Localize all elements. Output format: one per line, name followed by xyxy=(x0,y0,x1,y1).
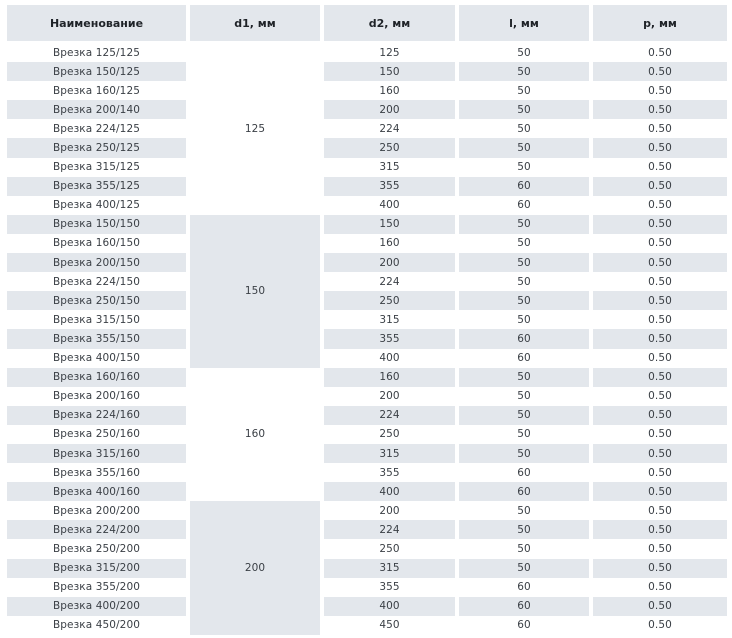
cell-p: 0.50 xyxy=(648,84,672,97)
cell-l: 60 xyxy=(459,482,589,501)
cell-l: 50 xyxy=(517,237,531,250)
cell-name: Врезка 224/125 xyxy=(52,122,141,135)
header-d1: d1, мм xyxy=(190,5,320,43)
cell-d2: 224 xyxy=(379,122,400,135)
cell-name: Врезка 315/125 xyxy=(52,161,141,174)
cell-l: 50 xyxy=(459,559,589,578)
cell-d2: 315 xyxy=(324,559,455,578)
table-row xyxy=(7,138,727,157)
cell-p: 0.50 xyxy=(593,329,727,348)
cell-l: 50 xyxy=(517,504,531,517)
cell-p: 0.50 xyxy=(648,122,672,135)
cell-p: 0.50 xyxy=(648,428,672,441)
cell-d2: 200 xyxy=(324,253,455,272)
cell-name: Врезка 250/160 xyxy=(52,428,141,441)
cell-d2: 250 xyxy=(324,291,455,310)
table-row xyxy=(7,329,727,348)
cell-p: 0.50 xyxy=(593,291,727,310)
cell-name: Врезка 355/125 xyxy=(7,177,186,196)
header-d2: d2, мм xyxy=(324,5,455,43)
cell-name: Врезка 315/150 xyxy=(52,313,141,326)
cell-d2: 400 xyxy=(324,482,455,501)
cell-l: 50 xyxy=(459,62,589,81)
table-row xyxy=(7,43,727,62)
cell-p: 0.50 xyxy=(593,253,727,272)
cell-l: 50 xyxy=(517,390,531,403)
cell-p: 0.50 xyxy=(593,62,727,81)
cell-d2: 224 xyxy=(379,275,400,288)
cell-l: 50 xyxy=(459,368,589,387)
cell-d2: 400 xyxy=(324,597,455,616)
table-row xyxy=(7,406,727,425)
cell-d2: 150 xyxy=(324,215,455,234)
cell-l: 60 xyxy=(459,329,589,348)
table-row xyxy=(7,578,727,597)
table-header-row xyxy=(7,5,727,43)
cell-p: 0.50 xyxy=(593,520,727,539)
header-l: l, мм xyxy=(459,5,589,43)
table-row xyxy=(7,253,727,272)
cell-d1: 150 xyxy=(190,215,320,368)
cell-name: Врезка 355/150 xyxy=(7,329,186,348)
cell-d2: 355 xyxy=(379,466,400,479)
table-row xyxy=(7,368,727,387)
cell-l: 60 xyxy=(517,199,531,212)
cell-p: 0.50 xyxy=(648,581,672,594)
table-row xyxy=(7,310,727,329)
table-body xyxy=(7,43,727,635)
cell-p: 0.50 xyxy=(593,444,727,463)
table-row xyxy=(7,425,727,444)
cell-l: 50 xyxy=(517,428,531,441)
cell-p: 0.50 xyxy=(593,597,727,616)
cell-d2: 355 xyxy=(324,329,455,348)
table-row xyxy=(7,444,727,463)
cell-name: Врезка 400/150 xyxy=(52,352,141,365)
cell-l: 60 xyxy=(517,352,531,365)
cell-p: 0.50 xyxy=(593,177,727,196)
cell-d2: 160 xyxy=(379,237,400,250)
cell-l: 50 xyxy=(459,253,589,272)
cell-name: Врезка 250/125 xyxy=(7,138,186,157)
header-name: Наименование xyxy=(7,5,186,43)
cell-p: 0.50 xyxy=(648,275,672,288)
table-row xyxy=(7,291,727,310)
cell-l: 50 xyxy=(517,275,531,288)
cell-d2: 150 xyxy=(324,62,455,81)
table-row xyxy=(7,272,727,291)
cell-d2: 224 xyxy=(324,406,455,425)
cell-name: Врезка 315/200 xyxy=(7,559,186,578)
cell-name: Врезка 150/150 xyxy=(7,215,186,234)
cell-p: 0.50 xyxy=(648,237,672,250)
cell-name: Врезка 355/200 xyxy=(52,581,141,594)
cell-p: 0.50 xyxy=(648,504,672,517)
table-row xyxy=(7,501,727,520)
cell-p: 0.50 xyxy=(648,199,672,212)
cell-d1: 160 xyxy=(190,368,320,502)
cell-d2: 450 xyxy=(379,619,400,632)
cell-d2: 200 xyxy=(379,390,400,403)
cell-p: 0.50 xyxy=(648,46,672,59)
table-row xyxy=(7,119,727,138)
cell-p: 0.50 xyxy=(593,368,727,387)
table-row xyxy=(7,158,727,177)
cell-name: Врезка 250/200 xyxy=(52,542,141,555)
cell-l: 50 xyxy=(459,520,589,539)
cell-d2: 400 xyxy=(379,199,400,212)
table-row xyxy=(7,597,727,616)
table-row xyxy=(7,463,727,482)
cell-p: 0.50 xyxy=(593,406,727,425)
cell-l: 60 xyxy=(517,581,531,594)
table-row xyxy=(7,559,727,578)
cell-d2: 125 xyxy=(379,46,400,59)
cell-d2: 200 xyxy=(324,100,455,119)
table-row xyxy=(7,177,727,196)
cell-p: 0.50 xyxy=(593,482,727,501)
cell-l: 60 xyxy=(459,597,589,616)
cell-l: 50 xyxy=(459,100,589,119)
cell-d2: 224 xyxy=(324,520,455,539)
cell-l: 60 xyxy=(517,619,531,632)
cell-l: 50 xyxy=(459,138,589,157)
table-row xyxy=(7,482,727,501)
cell-d1: 125 xyxy=(190,43,320,215)
table-row xyxy=(7,196,727,215)
cell-name: Врезка 224/150 xyxy=(52,275,141,288)
table-row xyxy=(7,234,727,253)
cell-name: Врезка 160/125 xyxy=(52,84,141,97)
cell-p: 0.50 xyxy=(648,313,672,326)
cell-name: Врезка 224/200 xyxy=(7,520,186,539)
cell-name: Врезка 160/160 xyxy=(7,368,186,387)
cell-l: 50 xyxy=(459,215,589,234)
cell-l: 60 xyxy=(517,466,531,479)
cell-d2: 315 xyxy=(379,161,400,174)
cell-p: 0.50 xyxy=(593,138,727,157)
cell-p: 0.50 xyxy=(648,352,672,365)
header-p: p, мм xyxy=(593,5,727,43)
cell-p: 0.50 xyxy=(593,559,727,578)
cell-name: Врезка 400/125 xyxy=(52,199,141,212)
cell-d1: 200 xyxy=(190,501,320,635)
table-row xyxy=(7,387,727,406)
cell-d2: 250 xyxy=(379,542,400,555)
cell-l: 50 xyxy=(517,542,531,555)
table-row xyxy=(7,616,727,635)
cell-l: 50 xyxy=(517,313,531,326)
cell-name: Врезка 400/160 xyxy=(7,482,186,501)
cell-d2: 160 xyxy=(324,368,455,387)
table-row xyxy=(7,81,727,100)
cell-name: Врезка 160/150 xyxy=(52,237,141,250)
cell-d2: 400 xyxy=(379,352,400,365)
table-row xyxy=(7,62,727,81)
cell-l: 50 xyxy=(459,444,589,463)
cell-l: 50 xyxy=(517,161,531,174)
cell-d2: 315 xyxy=(324,444,455,463)
cell-d2: 355 xyxy=(324,177,455,196)
cell-d2: 250 xyxy=(324,138,455,157)
cell-l: 50 xyxy=(517,46,531,59)
table-row xyxy=(7,100,727,119)
cell-name: Врезка 200/140 xyxy=(7,100,186,119)
cell-l: 50 xyxy=(459,406,589,425)
table-row xyxy=(7,349,727,368)
cell-name: Врезка 224/160 xyxy=(7,406,186,425)
cell-name: Врезка 355/160 xyxy=(52,466,141,479)
cell-d2: 200 xyxy=(379,504,400,517)
cell-p: 0.50 xyxy=(593,215,727,234)
cell-l: 50 xyxy=(517,84,531,97)
cell-l: 60 xyxy=(459,177,589,196)
cell-name: Врезка 150/125 xyxy=(7,62,186,81)
table-row xyxy=(7,539,727,558)
cell-d2: 315 xyxy=(379,313,400,326)
cell-name: Врезка 315/160 xyxy=(7,444,186,463)
cell-d2: 160 xyxy=(379,84,400,97)
cell-name: Врезка 125/125 xyxy=(52,46,141,59)
cell-d2: 355 xyxy=(379,581,400,594)
cell-p: 0.50 xyxy=(648,466,672,479)
cell-p: 0.50 xyxy=(648,161,672,174)
cell-l: 50 xyxy=(517,122,531,135)
cell-p: 0.50 xyxy=(648,619,672,632)
cell-name: Врезка 250/150 xyxy=(7,291,186,310)
cell-name: Врезка 200/160 xyxy=(52,390,141,403)
spec-table xyxy=(3,5,731,635)
cell-p: 0.50 xyxy=(648,390,672,403)
cell-name: Врезка 400/200 xyxy=(7,597,186,616)
table-row xyxy=(7,215,727,234)
cell-d2: 250 xyxy=(379,428,400,441)
cell-name: Врезка 200/150 xyxy=(7,253,186,272)
cell-p: 0.50 xyxy=(593,100,727,119)
cell-name: Врезка 200/200 xyxy=(52,504,141,517)
cell-name: Врезка 450/200 xyxy=(52,619,141,632)
cell-l: 50 xyxy=(459,291,589,310)
cell-p: 0.50 xyxy=(648,542,672,555)
table-row xyxy=(7,520,727,539)
